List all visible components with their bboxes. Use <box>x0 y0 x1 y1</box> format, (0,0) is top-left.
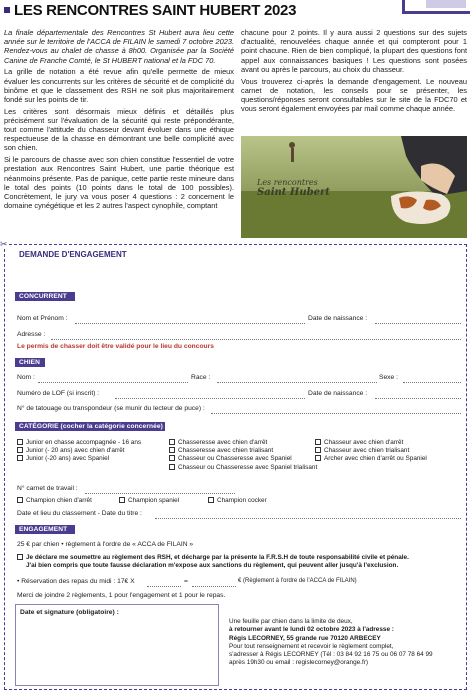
article-column-2 <box>241 28 467 116</box>
address-label: Adresse : <box>17 331 46 338</box>
section-header-chien: CHIEN <box>15 358 45 367</box>
checkbox[interactable] <box>208 497 214 503</box>
champion-option[interactable]: Champion spaniel <box>119 497 179 505</box>
declaration-checkbox[interactable] <box>17 554 23 560</box>
meal-total-field[interactable] <box>192 586 236 587</box>
article-paragraph: chacune pour 2 points. Il y aura aussi 2 questions sur des sujets d'actualité, renouvelées chaque année et qui compteront pour 1 point chacune. Rien de bien compliqué, la plupart des questions font appel aux connaissances basiques ! Les questions sont posées avant ou après le parcours, au choix du chasseur. <box>241 28 467 74</box>
checkbox[interactable] <box>315 439 321 445</box>
meal-equals: = <box>184 578 188 585</box>
checkbox[interactable] <box>119 497 125 503</box>
category-option[interactable]: Chasseresse avec chien d'arrêt <box>169 439 317 447</box>
article-paragraph: Les critères sont désormais mieux définis et détaillés plus précisément sur l'évaluation de la sécurité qui reste prépondérante, tout comme l'attitude du chasseur devant évoluer dans une éthique respectueuse de la chasse en démontrant une belle complicité avec son chien. <box>4 106 234 153</box>
checkbox[interactable] <box>17 447 23 453</box>
checkbox[interactable] <box>169 447 175 453</box>
meal-count-field[interactable] <box>147 586 181 587</box>
address-field[interactable] <box>51 339 461 340</box>
article-column-1 <box>4 28 234 213</box>
breed-field[interactable] <box>217 382 377 383</box>
corner-tab-decoration <box>402 0 470 14</box>
classification-label: Date et lieu du classement - Date du titre : <box>17 510 142 517</box>
permit-note: Le permis de chasser doit être validé pour le lieu du concours <box>17 343 214 350</box>
category-option[interactable]: Chasseresse avec chien trialisant <box>169 447 317 455</box>
return-info: Une feuille par chien dans la limite de deux, à retourner avant le lundi 02 octobre 2023 à l'adresse : Régis LECORNEY, 55 grande rue 70120 ARBECEY Pour tout renseignement et recevoir le règlement complet, s'adresser à Régis LECORNEY (Tél : 03 84 92 16 75 ou 06 07 78 64 99 après 19h30 ou email : regislecorney@orange.fr) <box>229 618 433 667</box>
dog-name-field[interactable] <box>38 382 188 383</box>
birthdate-label: Date de naissance : <box>308 315 368 322</box>
category-option[interactable]: Junior (-20 ans) avec Spaniel <box>17 455 141 463</box>
birthdate-field[interactable] <box>375 323 461 324</box>
checkbox[interactable] <box>315 455 321 461</box>
declaration: Je déclare me soumettre au règlement des RSH, et décharge par la présente la F.R.S.H de toute responsabilité civile et pénale. J'ai bien compris que toute fausse déclaration m'expose aux sanctions du règlement, qui peuvent aller jusqu'à l'exclusion. <box>17 554 463 571</box>
section-header-categorie: CATÉGORIE (cocher la catégorie concernée) <box>15 422 165 431</box>
category-option[interactable]: Chasseur avec chien trialisant <box>315 447 427 455</box>
category-option[interactable]: Chasseur ou Chasseresse avec Spaniel trialisant <box>169 464 317 472</box>
dog-birthdate-label: Date de naissance : <box>308 390 368 397</box>
registration-form <box>0 239 467 690</box>
dog-birthdate-field[interactable] <box>375 398 461 399</box>
breed-label: Race : <box>191 374 211 381</box>
checkbox[interactable] <box>17 439 23 445</box>
category-option[interactable]: Junior (- 20 ans) avec chien d'arrêt <box>17 447 141 455</box>
lof-label: Numéro de LOF (si inscrit) : <box>17 390 100 397</box>
lof-field[interactable] <box>115 398 305 399</box>
form-title: DEMANDE D'ENGAGEMENT <box>19 250 127 259</box>
page-title: LES RENCONTRES SAINT HUBERT 2023 <box>14 2 297 19</box>
name-label: Nom et Prénom : <box>17 315 68 322</box>
champion-option[interactable]: Champion chien d'arrêt <box>17 497 92 505</box>
category-column-3 <box>315 439 427 464</box>
checkbox[interactable] <box>17 455 23 461</box>
category-option[interactable]: Archer avec chien d'arrêt ou Spaniel <box>315 455 427 463</box>
payment-note: Merci de joindre 2 règlements, 1 pour l'engagement et 1 pour le repas. <box>17 592 226 599</box>
section-header-engagement: ENGAGEMENT <box>15 525 75 534</box>
article-intro: La finale départementale des Rencontres St Hubert aura lieu cette année sur le territoire de l'ACCA de FILAIN le samedi 7 octobre 2023. Rendez-vous au chalet de chasse à 8h00. Organisée par la Société Canine de Franche Comté, le St HUBERT national et la FDC 70. <box>4 28 234 65</box>
category-option[interactable]: Junior en chasse accompagnée - 16 ans <box>17 439 141 447</box>
section-header-concurrent: CONCURRENT <box>15 292 75 301</box>
category-option[interactable]: Chasseur ou Chasseresse avec Spaniel <box>169 455 317 463</box>
checkbox[interactable] <box>315 447 321 453</box>
tattoo-label: N° de tatouage ou transpondeur (se munir du lecteur de puce) : <box>17 405 205 412</box>
dog-name-label: Nom : <box>17 374 35 381</box>
meal-reservation-label: • Réservation des repas du midi : 17€ X <box>17 578 135 585</box>
category-column-1 <box>17 439 141 464</box>
signature-label: Date et signature (obligatoire) : <box>20 609 119 616</box>
category-option[interactable]: Chasseur avec chien d'arrêt <box>315 439 427 447</box>
hunting-dog-photo <box>241 136 467 238</box>
checkbox[interactable] <box>169 439 175 445</box>
sex-label: Sexe : <box>379 374 398 381</box>
fee-text: 25 € par chien • règlement à l'ordre de « ACCA de FILAIN » <box>17 541 194 548</box>
category-column-2 <box>169 439 317 472</box>
sex-field[interactable] <box>403 382 461 383</box>
rencontres-logo: Les rencontres Saint Hubert <box>257 178 330 198</box>
checkbox[interactable] <box>169 464 175 470</box>
checkbox[interactable] <box>17 497 23 503</box>
page-header <box>0 0 470 24</box>
champion-option[interactable]: Champion cocker <box>208 497 267 505</box>
signature-box[interactable] <box>15 604 219 686</box>
work-book-label: N° carnet de travail : <box>17 485 78 492</box>
meal-note: € (Règlement à l'ordre de l'ACCA de FILAIN) <box>238 578 357 584</box>
article-paragraph: La grille de notation a été revue afin qu'elle permette de mieux évaluer les concurrents sur les critères de sécurité et de complicité du binôme et que le classement des RSH ne soit plus majoritairement fondé sur les points de tir. <box>4 67 234 104</box>
article-paragraph: Vous trouverez ci-après la demande d'engagement. Le nouveau carnet de notation, les conseils pour se présenter, les questions/réponses seront consultables sur le site de la FDC70 et vous seront également envoyées par mail comme chaque année. <box>241 76 467 114</box>
tattoo-field[interactable] <box>211 413 461 414</box>
checkbox[interactable] <box>169 455 175 461</box>
scissors-icon: ✂ <box>0 239 8 249</box>
name-field[interactable] <box>75 323 305 324</box>
work-book-field[interactable] <box>85 493 235 494</box>
title-bullet-icon <box>4 7 10 13</box>
article-paragraph: Si le parcours de chasse avec son chien constitue l'essentiel de votre prestation aux Rencontres Saint Hubert, une partie théorique est néanmoins présente. Pas de panique, cette partie reste mineure dans le total des points (10 points dans le total de 100 possibles). Concrètement, le jury va vous poser 4 questions : 2 concernent le domaine cynégétique et les 2 autres l'aspect cynophile, comptant <box>4 155 234 211</box>
classification-field[interactable] <box>155 518 461 519</box>
